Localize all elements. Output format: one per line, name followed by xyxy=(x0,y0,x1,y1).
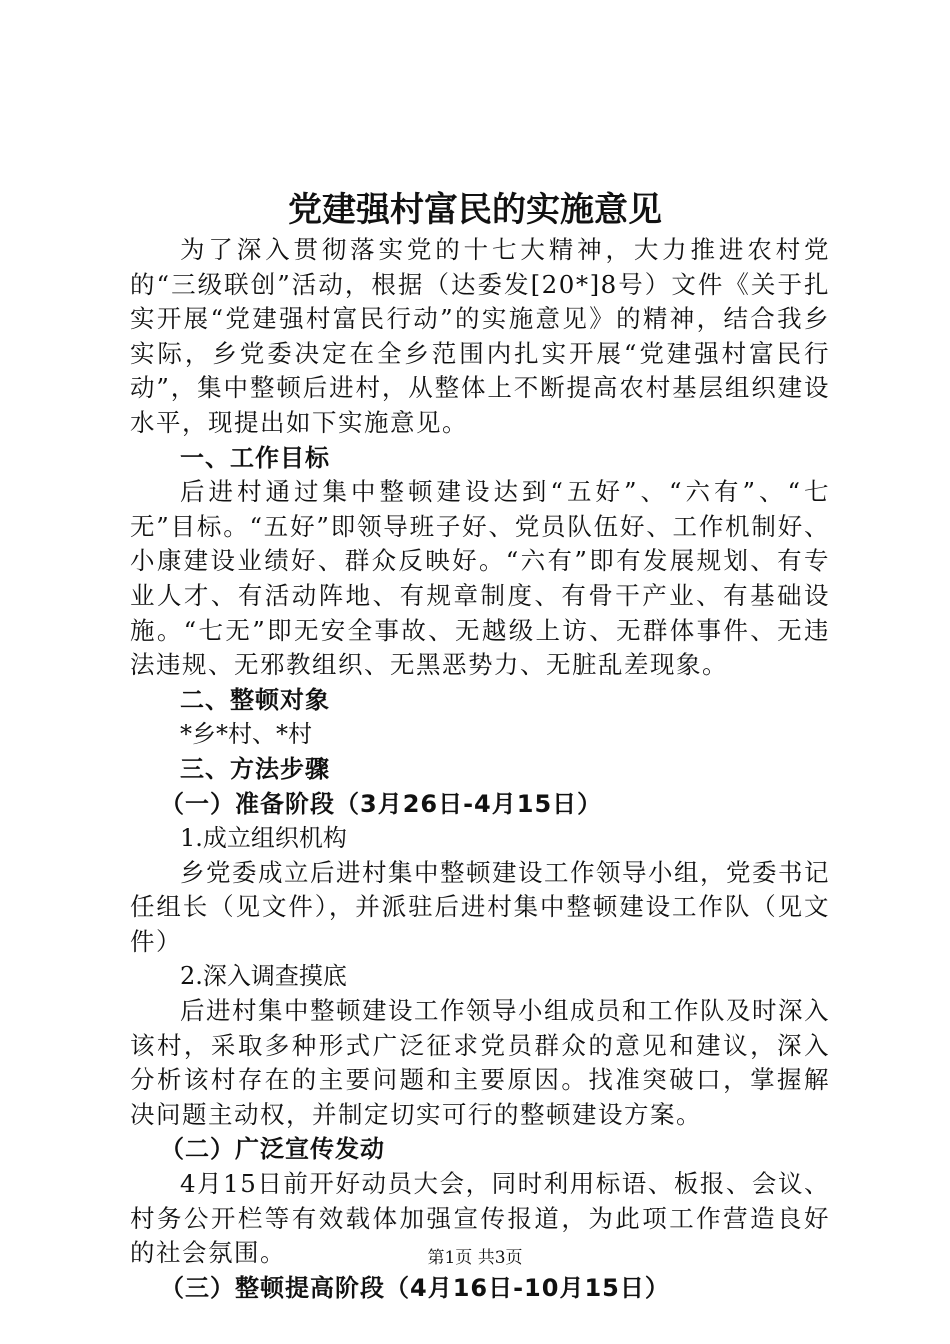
section2-paragraph: *乡*村、*村 xyxy=(180,720,312,749)
stage3-heading: （三）整顿提高阶段（4月16日-10月15日） xyxy=(160,1273,670,1302)
section1-paragraph: 后进村通过集中整顿建设达到“五好”、“六有”、“七无”目标。“五好”即领导班子好、党员队伍好、工作机制好、小康建设业绩好、群众反映好。“六有”即有发展规划、有专业人才、有活动阵地、有规章制度、有骨干产业、有基础设施。“七无”即无安全事故、无越级上访、无群体事件、无违法违规、无邪教组织、无黑恶势力、无脏乱差现象。 xyxy=(130,477,830,680)
stage1-heading: （一）准备阶段（3月26日-4月15日） xyxy=(160,789,603,818)
intro-paragraph: 为了深入贯彻落实党的十七大精神，大力推进农村党的“三级联创”活动，根据（达委发[20*]8号）文件《关于扎实开展“党建强村富民行动”的实施意见》的精神，结合我乡实际，乡党委决定在全乡范围内扎实开展“党建强村富民行动”，集中整顿后进村，从整体上不断提高农村基层组织建设水平，现提出如下实施意见。 xyxy=(130,235,830,437)
item1-label: 1.成立组织机构 xyxy=(180,824,347,853)
document-body xyxy=(130,233,830,1305)
item2-label: 2.深入调查摸底 xyxy=(180,962,347,991)
page-number-footer: 第1页 共3页 xyxy=(427,1248,523,1268)
section1-heading: 一、工作目标 xyxy=(180,443,330,472)
section2-heading: 二、整顿对象 xyxy=(180,685,330,714)
item1-paragraph: 乡党委成立后进村集中整顿建设工作领导小组，党委书记任组长（见文件），并派驻后进村集中整顿建设工作队（见文件） xyxy=(130,857,830,956)
stage2-paragraph: 4月15日前开好动员大会，同时利用标语、板报、会议、村务公开栏等有效载体加强宣传报道，为此项工作营造良好的社会氛围。 xyxy=(130,1169,830,1268)
item2-paragraph: 后进村集中整顿建设工作领导小组成员和工作队及时深入该村，采取多种形式广泛征求党员群众的意见和建议，深入分析该村存在的主要问题和主要原因。找准突破口，掌握解决问题主动权，并制定切实可行的整顿建设方案。 xyxy=(130,996,830,1129)
document-title: 党建强村富民的实施意见 xyxy=(288,190,662,230)
stage2-heading: （二）广泛宣传发动 xyxy=(160,1135,385,1164)
section3-heading: 三、方法步骤 xyxy=(180,754,330,783)
